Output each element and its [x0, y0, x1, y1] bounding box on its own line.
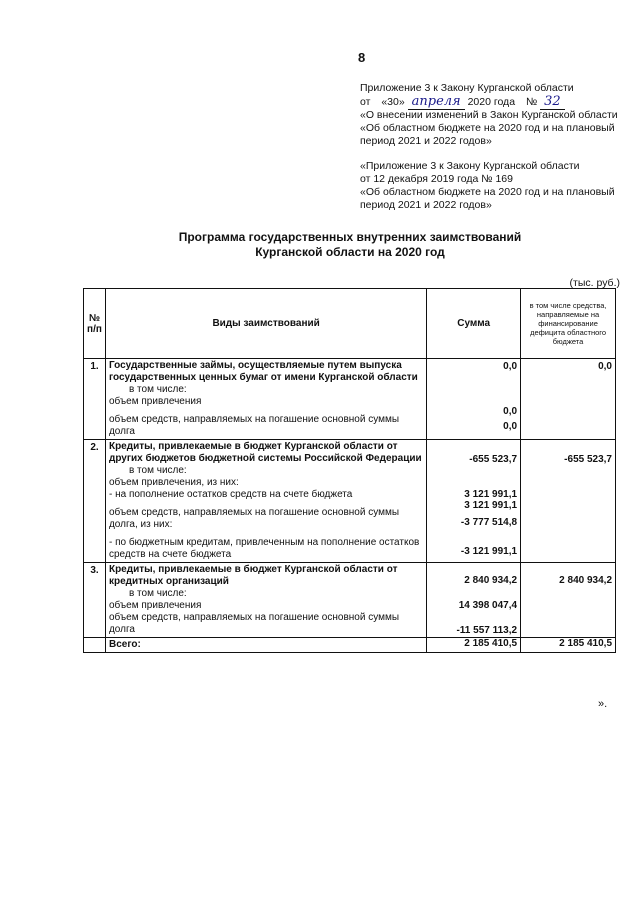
item-label: объем средств, направляемых на погашение основной суммы долга [108, 612, 400, 635]
handwritten-month: апреля [408, 94, 465, 110]
document-title [120, 230, 580, 260]
table-row-total [84, 638, 616, 653]
day: «30» [381, 96, 405, 108]
section-sum: 0,0 [503, 361, 518, 372]
section-sum: -655 523,7 [469, 454, 518, 465]
section-deficit: -655 523,7 [564, 454, 612, 465]
item-sum: 3 121 991,1 [464, 489, 518, 500]
item-sum: 0,0 [503, 421, 518, 432]
annex-date-line [360, 95, 618, 109]
row-sum [427, 563, 521, 638]
annex-line: «Об областном бюджете на 2020 год и на плановый [360, 186, 615, 198]
item-sum: 3 121 991,1 [464, 500, 518, 511]
header-kind: Виды заимствований [105, 289, 426, 359]
annex-original-reference [360, 160, 615, 212]
item-sum: -3 121 991,1 [460, 546, 518, 557]
table-row-section-2 [84, 440, 616, 563]
row-sum [427, 440, 521, 563]
row-deficit [521, 359, 616, 440]
row-sum [427, 359, 521, 440]
from-label: от [360, 96, 371, 108]
item-sum: 0,0 [503, 406, 518, 417]
table-header-row [84, 289, 616, 359]
page-number: 8 [358, 50, 366, 65]
item-sum: -3 777 514,8 [460, 517, 518, 528]
header-sum: Сумма [427, 289, 521, 359]
table-row-section-1 [84, 359, 616, 440]
annex-line: «Об областном бюджете на 2020 год и на плановый [360, 122, 615, 134]
item-label: - по бюджетным кредитам, привлеченным на пополнение остатков средств на счете бюджета [108, 537, 420, 560]
annex-line: Приложение 3 к Закону Курганской области [360, 82, 574, 94]
section-sum: 2 840 934,2 [464, 575, 518, 586]
section-title: Государственные займы, осуществляемые путем выпуска государственных ценных бумаг от имени Курганской области [108, 360, 418, 383]
row-kind [105, 359, 426, 440]
title-line: Программа государственных внутренних заимствований [178, 230, 522, 244]
item-label: объем привлечения [108, 600, 202, 611]
title-line: Курганской области на 2020 год [255, 245, 445, 259]
header-deficit: в том числе средства, направляемые на финансирование дефицита областного бюджета [521, 289, 616, 359]
item-label: объем привлечения, из них: [108, 477, 239, 488]
item-label: объем средств, направляемых на погашение основной суммы долга [108, 414, 400, 437]
annex-current-reference [360, 82, 618, 148]
row-number [84, 638, 106, 653]
header-num: № п/п [84, 289, 106, 359]
number-label: № [525, 96, 538, 108]
annex-line: от 12 декабря 2019 года № 169 [360, 173, 513, 185]
row-kind [105, 440, 426, 563]
annex-line: «О внесении изменений в Закон Курганской области [360, 109, 618, 121]
in-that-label: в том числе: [128, 588, 187, 599]
annex-line: период 2021 и 2022 годов» [360, 135, 492, 147]
section-deficit: 0,0 [598, 361, 612, 372]
total-sum: 2 185 410,5 [427, 638, 521, 653]
row-number: 3. [84, 563, 106, 638]
item-label: объем средств, направляемых на погашение основной суммы долга, из них: [108, 507, 400, 530]
row-kind [105, 563, 426, 638]
row-number: 1. [84, 359, 106, 440]
item-sum: 14 398 047,4 [458, 600, 518, 611]
in-that-label: в том числе: [128, 465, 187, 476]
borrowing-program-table [83, 288, 616, 653]
handwritten-number: 32 [540, 94, 565, 110]
in-that-label: в том числе: [128, 384, 187, 395]
section-deficit: 2 840 934,2 [559, 575, 612, 586]
item-sum: -11 557 113,2 [456, 625, 518, 636]
year: 2020 года [467, 96, 516, 108]
annex-line: «Приложение 3 к Закону Курганской области [360, 160, 580, 172]
annex-line: период 2021 и 2022 годов» [360, 199, 492, 211]
row-deficit [521, 440, 616, 563]
item-label: - на пополнение остатков средств на счете бюджета [108, 489, 353, 500]
total-deficit: 2 185 410,5 [521, 638, 616, 653]
table-row-section-3 [84, 563, 616, 638]
section-title: Кредиты, привлекаемые в бюджет Курганской области от других бюджетов бюджетной системы Российской Федерации [108, 441, 422, 464]
closing-quote: ». [598, 698, 608, 710]
section-title: Кредиты, привлекаемые в бюджет Курганской области от кредитных организаций [108, 564, 398, 587]
total-label: Всего: [105, 638, 426, 653]
units-note: (тыс. руб.) [569, 277, 620, 289]
row-deficit [521, 563, 616, 638]
item-label: объем привлечения [108, 396, 202, 407]
row-number: 2. [84, 440, 106, 563]
